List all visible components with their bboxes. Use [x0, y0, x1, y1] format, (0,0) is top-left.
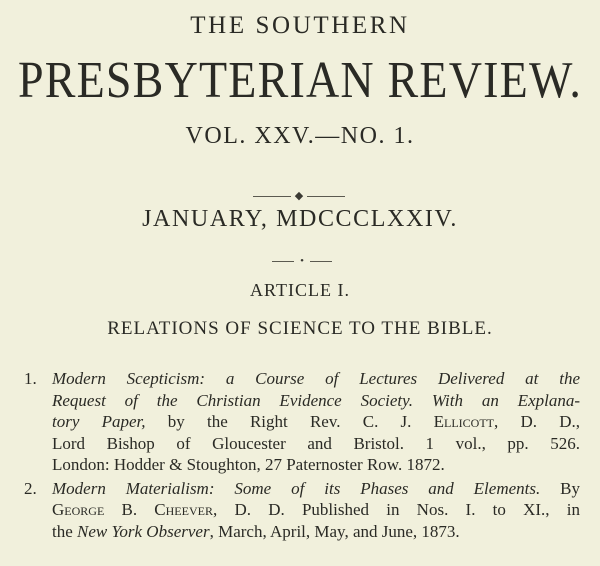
- reference-text: the: [52, 521, 78, 541]
- reference-item: [24, 368, 580, 476]
- volume-number: VOL. XXV.—NO. 1.: [185, 123, 415, 149]
- reference-text: Lord Bishop of Gloucester and Bristol. 1 vol., pp. 526.: [52, 433, 580, 453]
- reference-text: , D. D.,: [494, 412, 580, 431]
- ornament-icon: ◆: [294, 190, 304, 202]
- reference-title: Modern Materialism: Some of its Phases and Elements.: [52, 478, 541, 498]
- ornamental-rule: [272, 255, 332, 267]
- ornament-icon: •: [300, 255, 304, 267]
- reference-title: Modern Scepticism: a Course of Lectures Delivered at the: [52, 369, 580, 388]
- author-name: George B. Cheever: [52, 500, 213, 519]
- issue-date: JANUARY, MDCCCLXXIV.: [142, 206, 458, 232]
- journal-title-line1: THE SOUTHERN: [190, 12, 410, 39]
- reference-text: by the Right Rev. C. J.: [145, 412, 434, 431]
- ornamental-rule: [253, 190, 345, 202]
- reference-item: [24, 478, 580, 543]
- reference-number: 2.: [24, 478, 37, 498]
- reference-text: By: [540, 478, 580, 498]
- reference-text: London: Hodder & Stoughton, 27 Paternoster Row. 1872.: [52, 455, 445, 474]
- reference-text: , D. D. Published in Nos. I. to XI., in: [212, 500, 581, 519]
- article-number: ARTICLE I.: [250, 280, 350, 300]
- article-title: RELATIONS OF SCIENCE TO THE BIBLE.: [107, 318, 493, 339]
- reference-text: , March, April, May, and June, 1873.: [209, 521, 460, 541]
- reference-title: tory Paper,: [52, 412, 146, 431]
- reference-title: Request of the Christian Evidence Society. With an Explana-: [52, 390, 580, 410]
- publication-name: New York Observer: [77, 521, 210, 541]
- reference-list: [24, 368, 580, 544]
- journal-title-line2: PRESBYTERIAN REVIEW.: [17, 51, 583, 109]
- reference-number: 1.: [24, 369, 37, 388]
- author-name: Ellicott: [433, 412, 494, 431]
